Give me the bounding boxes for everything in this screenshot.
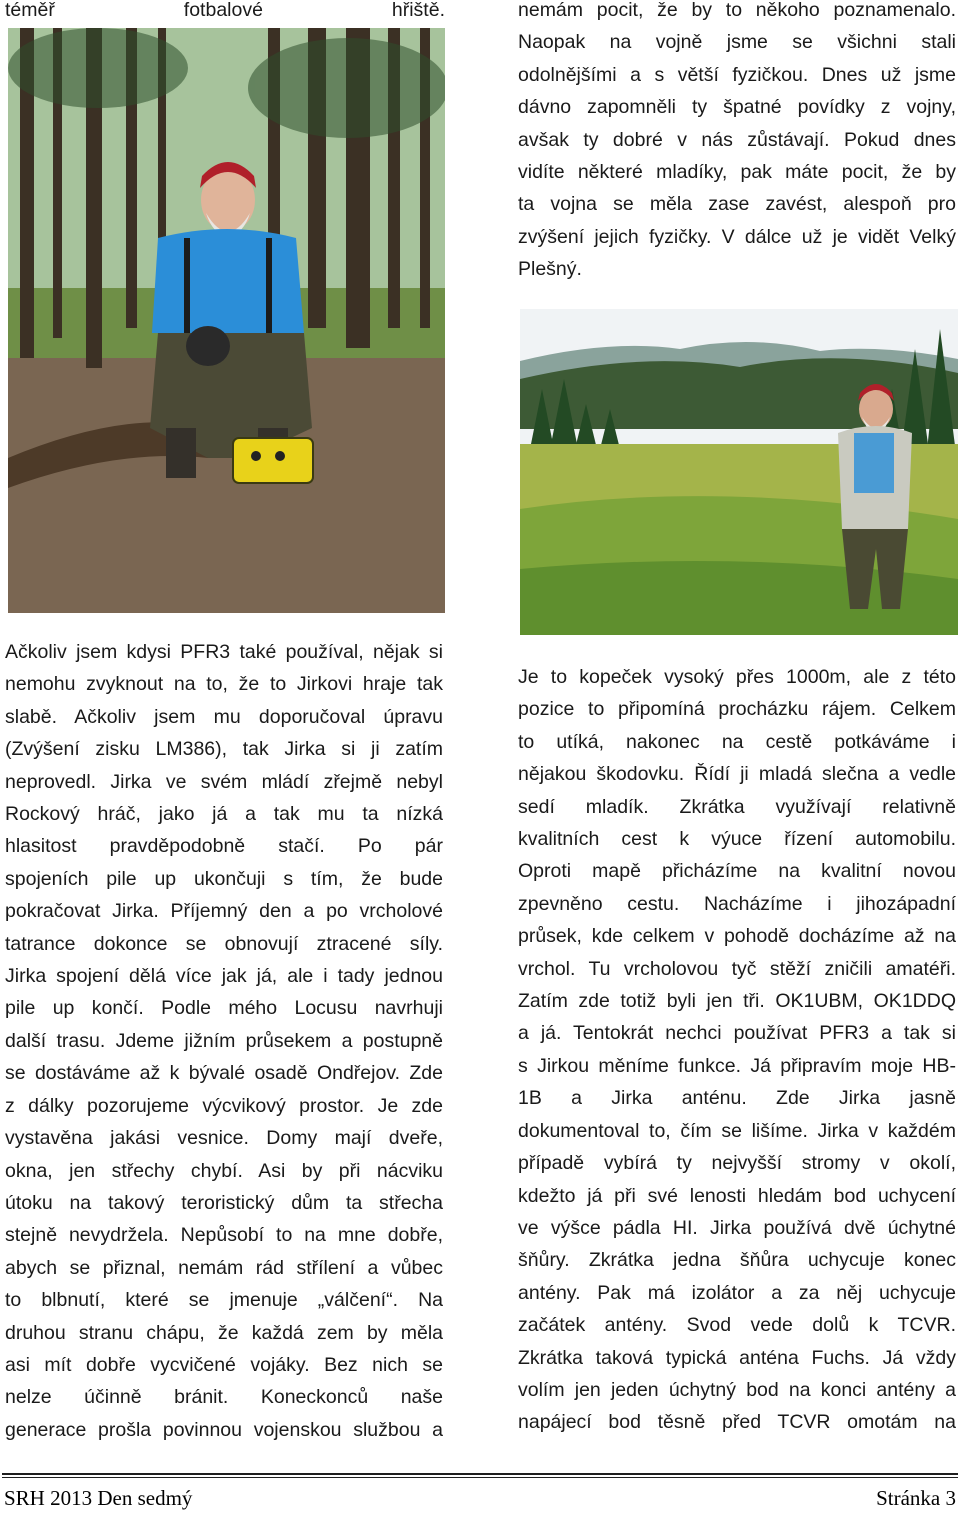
text-line: hlasitost pravděpodobně stačí. Po pár (5, 835, 443, 858)
text-line: Naopak na vojně jsme se všichni stali (518, 31, 956, 54)
footer-rule-thin (2, 1477, 958, 1478)
text-line: tatrance dokonce se obnovují ztracené síly. (5, 932, 443, 955)
text-line: Rockový hráč, jako já a tak mu ta nízká (5, 803, 443, 826)
text-line: téměř fotbalové hřiště. (5, 0, 445, 21)
text-line: avšak ty dobré v nás zůstávají. Pokud dnes (518, 128, 956, 151)
text-line: neprovedl. Jirka ve svém mládí zřejmě nebyl (5, 770, 443, 793)
footer-rule (2, 1473, 958, 1475)
text-line: asi mít dobře vycvičené vojáky. Bez nich se (5, 1353, 443, 1376)
paragraph-right-top (518, 0, 956, 286)
text-line: ve výšce pádla HI. Jirka používá dvě úchytné (518, 1216, 956, 1239)
text-line: šňůry. Zkrátka jedna šňůra uchycuje konec (518, 1249, 956, 1272)
text-line: kvalitních cest k výuce řízení automobilu. (518, 828, 956, 851)
text-line: okna, jen střechy chybí. Asi by při nácviku (5, 1159, 443, 1182)
paragraph-left-top (5, 0, 445, 26)
text-line: abych se přiznal, nemám rád střílení a vůbec (5, 1256, 443, 1279)
text-line: to utíká, nakonec na cestě potkáváme i (518, 730, 956, 753)
text-line: s Jirkou měníme funkce. Já připravím moje HB- (518, 1054, 956, 1077)
text-line: spojeních pile up ukončuji s tím, že bude (5, 867, 443, 890)
text-line: odolnějšími a s větší fyzičkou. Dnes už jsme (518, 63, 956, 86)
paragraph-left-main (5, 636, 443, 1446)
text-line: (Zvýšení zisku LM386), tak Jirka si ji zatím (5, 738, 443, 761)
text-line: nemám pocit, že by to někoho poznamenalo. (518, 0, 956, 21)
text-line: to blbnutí, které se jmenuje „válčení“. Na (5, 1289, 443, 1312)
text-line: vystavěna jakási vesnice. Domy mají dveře, (5, 1127, 443, 1150)
text-line: slabě. Ačkoliv jsem mu doporučoval úpravu (5, 705, 443, 728)
text-line: pile up končí. Podle mého Locusu navrhuji (5, 997, 443, 1020)
text-line: zpevněno cestu. Nacházíme i jihozápadní (518, 892, 956, 915)
text-line: sedí mladík. Zkrátka využívají relativně (518, 795, 956, 818)
text-line: a já. Tentokrát nechci používat PFR3 a tak si (518, 1022, 956, 1045)
text-line: kdežto já při své lenosti hledám bod uchycení (518, 1184, 956, 1207)
text-line: Ačkoliv jsem kdysi PFR3 také používal, nějak si (5, 641, 443, 663)
text-line: dávno zapomněli ty špatné povídky z vojny, (518, 96, 956, 119)
text-line: pokračovat Jirka. Příjemný den a po vrcholové (5, 900, 443, 923)
text-line: nelze účinně bránit. Koneckonců naše (5, 1386, 443, 1409)
text-line: další trasu. Jdeme jižním průsekem a postupně (5, 1029, 443, 1052)
text-line: útoku na takový teroristický dům ta střecha (5, 1191, 443, 1214)
text-line: stejně nevydržela. Nepůsobí to na mne dobře, (5, 1224, 443, 1247)
text-line: Je to kopeček vysoký přes 1000m, ale z této (518, 666, 956, 688)
text-line: vidíte některé mladíky, pak máte pocit, že by (518, 161, 956, 184)
text-line: Zatím zde totiž byli jen tři. OK1UBM, OK1DDQ (518, 990, 956, 1013)
photo-meadow-with-mountains (520, 309, 958, 635)
footer-title: SRH 2013 Den sedmý (4, 1486, 193, 1510)
text-line: pozice to připomíná procházku rájem. Celkem (518, 698, 956, 721)
text-line: napájecí bod těsně před TCVR omotám na (518, 1411, 956, 1434)
text-line: Jirka spojení dělá více jak já, ale i tady jednou (5, 965, 443, 988)
text-line: ta vojna se měla zase zavést, alespoň pro (518, 193, 956, 216)
text-line: zvýšení jejich fyzičky. V dálce už je vidět Velký (518, 225, 956, 248)
text-line: volím jen jeden úchytný bod na konci antény a (518, 1378, 956, 1401)
text-line: generace prošla povinnou vojenskou službou a (5, 1418, 443, 1441)
text-line: z dálky pozorujeme výcvikový prostor. Je zde (5, 1094, 443, 1117)
text-line: průsek, kde celkem v pohodě docházíme až na (518, 925, 956, 948)
text-line: druhou stranu chápu, že každá zem by měla (5, 1321, 443, 1344)
text-line: Plešný. (518, 258, 582, 281)
paragraph-right-main (518, 661, 956, 1439)
text-line: 1B a Jirka anténu. Zde Jirka jasně (518, 1087, 956, 1110)
text-line: nějakou škodovku. Řídí ji mladá slečna a vedle (518, 763, 956, 786)
text-line: případě vybírá ty nejvyšší stromy v okolí, (518, 1152, 956, 1175)
text-line: začátek antény. Svod vede dolů k TCVR. (518, 1314, 956, 1337)
footer-page-number: Stránka 3 (876, 1486, 956, 1510)
text-line: antény. Pak má izolátor a za něj uchycuje (518, 1281, 956, 1304)
text-line: dokumentoval to, čím se lišíme. Jirka v každém (518, 1119, 956, 1142)
text-line: se dostáváme až k bývalé osadě Ondřejov. Zde (5, 1062, 443, 1085)
photo-operator-in-forest (8, 28, 445, 613)
text-line: Oproti mapě přicházíme na kvalitní novou (518, 860, 956, 883)
text-line: Zkrátka taková typická anténa Fuchs. Já vždy (518, 1346, 956, 1369)
text-line: vrchol. Tu vrcholovou tyč stěží zničili amatéři. (518, 957, 956, 980)
text-line: nemohu zvyknout na to, že to Jirkovi hraje tak (5, 673, 443, 696)
